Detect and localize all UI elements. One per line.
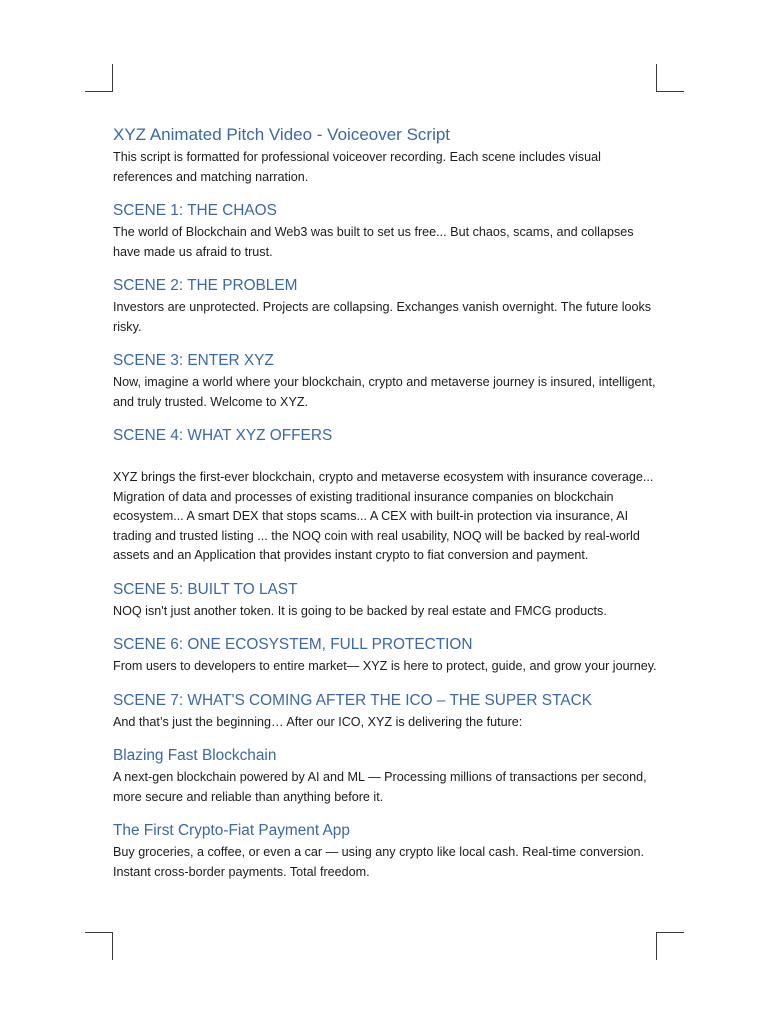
crop-mark-top-left-horizontal [85, 91, 113, 92]
section-heading: SCENE 6: ONE ECOSYSTEM, FULL PROTECTION [113, 636, 473, 653]
section-body: Investors are unprotected. Projects are collapsing. Exchanges vanish overnight. The future looks risky. [113, 300, 652, 334]
crop-mark-bottom-left-vertical [112, 932, 113, 960]
crop-mark-bottom-right-vertical [656, 932, 657, 960]
section-heading: SCENE 5: BUILT TO LAST [113, 580, 298, 598]
crop-mark-top-left-vertical [112, 64, 113, 92]
section-heading: SCENE 2: THE PROBLEM [113, 277, 298, 294]
section-heading: SCENE 7: WHAT'S COMING AFTER THE ICO – THE SUPER STACK [113, 691, 592, 709]
scene-7-section [113, 691, 658, 733]
section-body: NOQ isn't just another token. It is going to be backed by real estate and FMCG products. [113, 603, 607, 618]
scene-6-section [113, 635, 658, 677]
scene-1-section [113, 201, 658, 262]
section-body: Now, imagine a world where your blockchain, crypto and metaverse journey is insured, intelligent, and truly trusted. Welcome to XYZ. [113, 375, 656, 409]
section-body: A next-gen blockchain powered by AI and ML — Processing millions of transactions per second, more secure and reliable than anything before it. [113, 770, 647, 804]
crop-mark-top-right-horizontal [656, 91, 684, 92]
section-body: And that’s just the beginning… After our ICO, XYZ is delivering the future: [113, 714, 523, 729]
section-heading: SCENE 3: ENTER XYZ [113, 352, 274, 369]
section-heading: Blazing Fast Blockchain [113, 747, 277, 764]
document-body [113, 124, 658, 896]
crop-mark-top-right-vertical [656, 64, 657, 92]
crop-mark-bottom-left-horizontal [85, 932, 113, 933]
scene-4-section [113, 426, 658, 566]
scene-5-section [113, 580, 658, 622]
section-heading: SCENE 1: THE CHAOS [113, 202, 277, 219]
blockchain-section [113, 746, 658, 807]
scene-3-section [113, 351, 658, 412]
section-body: The world of Blockchain and Web3 was built to set us free... But chaos, scams, and collapses have made us afraid to trust. [113, 225, 634, 259]
section-body: From users to developers to entire market— XYZ is here to protect, guide, and grow your journey. [113, 659, 657, 673]
document-title: XYZ Animated Pitch Video - Voiceover Script [113, 125, 451, 144]
section-heading: SCENE 4: WHAT XYZ OFFERS [113, 427, 333, 444]
payment-app-section [113, 821, 658, 882]
section-body: XYZ brings the first-ever blockchain, crypto and metaverse ecosystem with insurance coverage... Migration of data and processes of existing traditional insurance companies on blockchain ecosystem... A smart DEX that stops scams... A CEX with built-in protection via insurance, AI trading and trusted listing ... the NOQ coin with real usability, NOQ will be backed by real-world assets and an Application that provides instant crypto to fiat conversion and payment. [113, 470, 654, 562]
section-heading: The First Crypto-Fiat Payment App [113, 822, 350, 839]
crop-mark-bottom-right-horizontal [656, 932, 684, 933]
scene-2-section [113, 276, 658, 337]
document-intro: This script is formatted for professional voiceover recording. Each scene includes visual references and matching narration. [113, 150, 601, 184]
section-body: Buy groceries, a coffee, or even a car — using any crypto like local cash. Real-time conversion. Instant cross-border payments. Total freedom. [113, 845, 645, 879]
